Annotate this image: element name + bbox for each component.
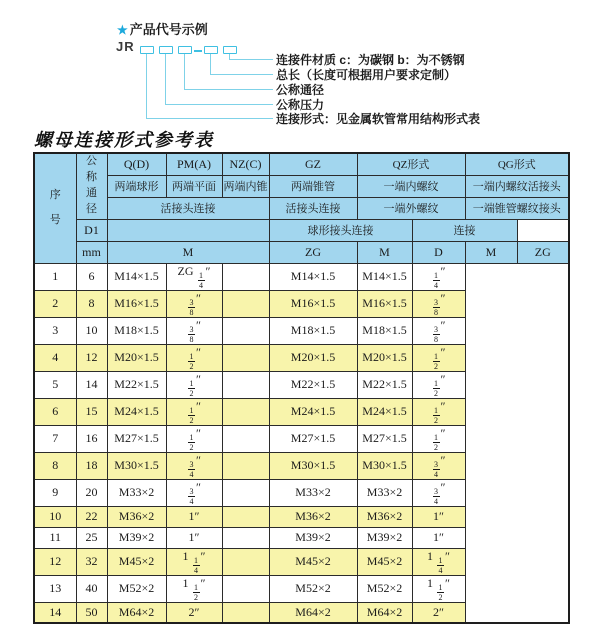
header-row-5 [34, 241, 569, 263]
table-cell: 1 $\frac{1}{4}$ ″ [412, 548, 465, 575]
header-q-sub: 两端球形 [107, 175, 166, 197]
table-row [34, 317, 569, 344]
table-row [34, 506, 569, 527]
code-label-nominal-pressure: 公称压力 [276, 98, 325, 112]
table-cell: 12 [34, 548, 76, 575]
table-cell: 2″ [412, 602, 465, 623]
header-q: Q(D) [107, 153, 166, 175]
table-cell: 5 [34, 371, 76, 398]
table-cell: 1 $\frac{1}{2}$ ″ [412, 575, 465, 602]
header-mm: mm [76, 241, 107, 263]
table-cell: $\frac{3}{8}$ ″ [166, 317, 222, 344]
table-cell [222, 506, 269, 527]
table-cell: M18×1.5 [107, 317, 166, 344]
table-cell: 40 [76, 575, 107, 602]
table-cell [222, 398, 269, 425]
code-box-5 [223, 46, 237, 54]
header-qz-conn: 球形接头连接 [269, 219, 412, 241]
table-cell: M45×2 [357, 548, 412, 575]
code-box-1 [140, 46, 154, 54]
table-cell: M22×1.5 [269, 371, 357, 398]
table-cell: M14×1.5 [269, 263, 357, 290]
table-cell: 11 [34, 527, 76, 548]
header-row-3 [34, 197, 569, 219]
table-cell: M14×1.5 [107, 263, 166, 290]
header-nz: NZ(C) [222, 153, 269, 175]
star-icon: ★ [117, 23, 128, 37]
table-cell: M33×2 [269, 479, 357, 506]
product-code-prefix: JR [116, 39, 135, 54]
header-qz-sub1: 一端内螺纹 [357, 175, 465, 197]
header-gz: GZ [269, 153, 357, 175]
table-cell: M33×2 [357, 479, 412, 506]
header-empty-cell [107, 219, 269, 241]
header-qz-sub2: 一端外螺纹 [357, 197, 465, 219]
table-cell: 6 [34, 398, 76, 425]
table-cell: M27×1.5 [269, 425, 357, 452]
table-cell: 1 $\frac{1}{2}$ ″ [166, 575, 222, 602]
header-zg: ZG [269, 241, 357, 263]
header-pm: PM(A) [166, 153, 222, 175]
table-cell: 22 [76, 506, 107, 527]
table-cell: 10 [34, 506, 76, 527]
table-cell: M33×2 [107, 479, 166, 506]
header-gz-union: 活接头连接 [269, 197, 357, 219]
table-row [34, 548, 569, 575]
table-cell: 16 [76, 425, 107, 452]
table-cell: 3 [34, 317, 76, 344]
header-qz-m: M [357, 241, 412, 263]
table-cell: $\frac{3}{8}$ ″ [166, 290, 222, 317]
table-cell: M52×2 [107, 575, 166, 602]
header-row-2 [34, 175, 569, 197]
table-cell: M27×1.5 [107, 425, 166, 452]
table-cell: M16×1.5 [357, 290, 412, 317]
table-cell: $\frac{1}{2}$ ″ [412, 371, 465, 398]
code-box-2 [159, 46, 173, 54]
header-row-1 [34, 153, 569, 175]
table-row [34, 452, 569, 479]
table-cell: M64×2 [107, 602, 166, 623]
table-cell: $\frac{3}{4}$ ″ [166, 479, 222, 506]
table-cell: M39×2 [357, 527, 412, 548]
code-dash [194, 50, 202, 52]
table-cell: 14 [34, 602, 76, 623]
table-cell: 32 [76, 548, 107, 575]
header-qg-sub2: 一端锥管螺纹接头 [465, 197, 569, 219]
table-cell [222, 548, 269, 575]
table-cell: M39×2 [269, 527, 357, 548]
header-qz-d: D [412, 241, 465, 263]
table-cell: M45×2 [107, 548, 166, 575]
table-cell: 6 [76, 263, 107, 290]
table-cell: $\frac{1}{2}$ ″ [412, 398, 465, 425]
table-cell: M52×2 [357, 575, 412, 602]
table-cell [222, 452, 269, 479]
table-row [34, 344, 569, 371]
table-cell: 1 [34, 263, 76, 290]
table-cell: M20×1.5 [107, 344, 166, 371]
table-cell: 25 [76, 527, 107, 548]
header-d1: D1 [76, 219, 107, 241]
code-box-3 [178, 46, 192, 54]
table-cell: M24×1.5 [357, 398, 412, 425]
table-cell: 1″ [412, 506, 465, 527]
table-cell: M64×2 [357, 602, 412, 623]
table-cell: 20 [76, 479, 107, 506]
table-cell: M18×1.5 [357, 317, 412, 344]
table-cell [222, 479, 269, 506]
table-cell: $\frac{1}{2}$ ″ [166, 398, 222, 425]
table-cell: $\frac{1}{4}$ ″ [412, 263, 465, 290]
table-cell [222, 602, 269, 623]
header-gz-sub: 两端锥管 [269, 175, 357, 197]
header-qg-form: QG形式 [465, 153, 569, 175]
connector-line-5 [146, 54, 273, 119]
header-qg-zg: ZG [517, 241, 569, 263]
table-cell: M30×1.5 [107, 452, 166, 479]
header-nominal-bore: 公称通径 [76, 153, 107, 219]
table-cell: M22×1.5 [107, 371, 166, 398]
table-cell: 15 [76, 398, 107, 425]
table-cell [222, 527, 269, 548]
header-pm-sub: 两端平面 [166, 175, 222, 197]
header-union-left: 活接头连接 [107, 197, 269, 219]
table-cell [222, 263, 269, 290]
header-row-4 [34, 219, 569, 241]
header-seq: 序号 [34, 153, 76, 263]
header-qg-m: M [465, 241, 517, 263]
code-label-material: 连接件材质 c：为碳钢 b：为不锈钢 [276, 53, 465, 67]
table-cell: $\frac{1}{2}$ ″ [412, 344, 465, 371]
code-label-total-length: 总长（长度可根据用户要求定制） [276, 68, 457, 82]
table-row [34, 479, 569, 506]
table-cell: 50 [76, 602, 107, 623]
table-cell: 8 [34, 452, 76, 479]
table-cell: $\frac{1}{2}$ ″ [412, 425, 465, 452]
product-code-example-title [117, 19, 208, 38]
table-cell [222, 317, 269, 344]
table-cell: M36×2 [357, 506, 412, 527]
table-cell: ZG $\frac{1}{4}$ ″ [166, 263, 222, 290]
table-cell: 1″ [166, 506, 222, 527]
table-cell: M64×2 [269, 602, 357, 623]
table-row [34, 371, 569, 398]
product-code-example-label: 产品代号示例 [129, 22, 208, 37]
table-cell: 14 [76, 371, 107, 398]
table-cell: M52×2 [269, 575, 357, 602]
header-nz-sub: 两端内锥 [222, 175, 269, 197]
code-box-4 [204, 46, 218, 54]
table-cell: 4 [34, 344, 76, 371]
header-m: M [107, 241, 269, 263]
table-cell: 7 [34, 425, 76, 452]
table-cell: 18 [76, 452, 107, 479]
table-cell: M39×2 [107, 527, 166, 548]
table-cell: 8 [76, 290, 107, 317]
table-cell [222, 425, 269, 452]
table-cell: M27×1.5 [357, 425, 412, 452]
table-row [34, 527, 569, 548]
header-qz-form: QZ形式 [357, 153, 465, 175]
table-cell: $\frac{1}{2}$ ″ [166, 425, 222, 452]
table-cell: M20×1.5 [269, 344, 357, 371]
table-cell: 10 [76, 317, 107, 344]
table-cell [222, 371, 269, 398]
table-cell: 1 $\frac{1}{4}$ ″ [166, 548, 222, 575]
table-cell [222, 575, 269, 602]
table-cell: M24×1.5 [269, 398, 357, 425]
table-cell: M20×1.5 [357, 344, 412, 371]
table-cell: $\frac{3}{4}$ ″ [412, 452, 465, 479]
code-label-nominal-bore: 公称通径 [276, 83, 325, 97]
table-cell: M30×1.5 [269, 452, 357, 479]
table-title: 螺母连接形式参考表 [34, 130, 214, 150]
table-row [34, 575, 569, 602]
table-cell: $\frac{1}{2}$ ″ [166, 371, 222, 398]
table-cell: M16×1.5 [107, 290, 166, 317]
table-cell: M24×1.5 [107, 398, 166, 425]
table-cell: 1″ [412, 527, 465, 548]
table-cell: M45×2 [269, 548, 357, 575]
table-cell: 2 [34, 290, 76, 317]
table-cell [222, 344, 269, 371]
header-qg-sub1: 一端内螺纹活接头 [465, 175, 569, 197]
table-row [34, 290, 569, 317]
table-cell: $\frac{3}{8}$ ″ [412, 317, 465, 344]
table-cell: M36×2 [269, 506, 357, 527]
table-cell: $\frac{3}{4}$ ″ [166, 452, 222, 479]
table-body [34, 263, 569, 623]
table-cell: M30×1.5 [357, 452, 412, 479]
table-cell: M16×1.5 [269, 290, 357, 317]
header-qg-conn: 连接 [412, 219, 517, 241]
table-row [34, 425, 569, 452]
table-cell [222, 290, 269, 317]
table-cell: 2″ [166, 602, 222, 623]
table-cell: 9 [34, 479, 76, 506]
table-row [34, 602, 569, 623]
nut-connection-table [33, 152, 570, 624]
table-cell: M36×2 [107, 506, 166, 527]
table-cell: $\frac{3}{4}$ ″ [412, 479, 465, 506]
table-row [34, 398, 569, 425]
table-cell: $\frac{1}{2}$ ″ [166, 344, 222, 371]
table-cell: 12 [76, 344, 107, 371]
table-row [34, 263, 569, 290]
table-cell: $\frac{3}{8}$ ″ [412, 290, 465, 317]
table-cell: 1″ [166, 527, 222, 548]
table-cell: M22×1.5 [357, 371, 412, 398]
code-label-connection-form: 连接形式：见金属软管常用结构形式表 [276, 112, 481, 126]
table-cell: M14×1.5 [357, 263, 412, 290]
table-cell: M18×1.5 [269, 317, 357, 344]
table-cell: 13 [34, 575, 76, 602]
